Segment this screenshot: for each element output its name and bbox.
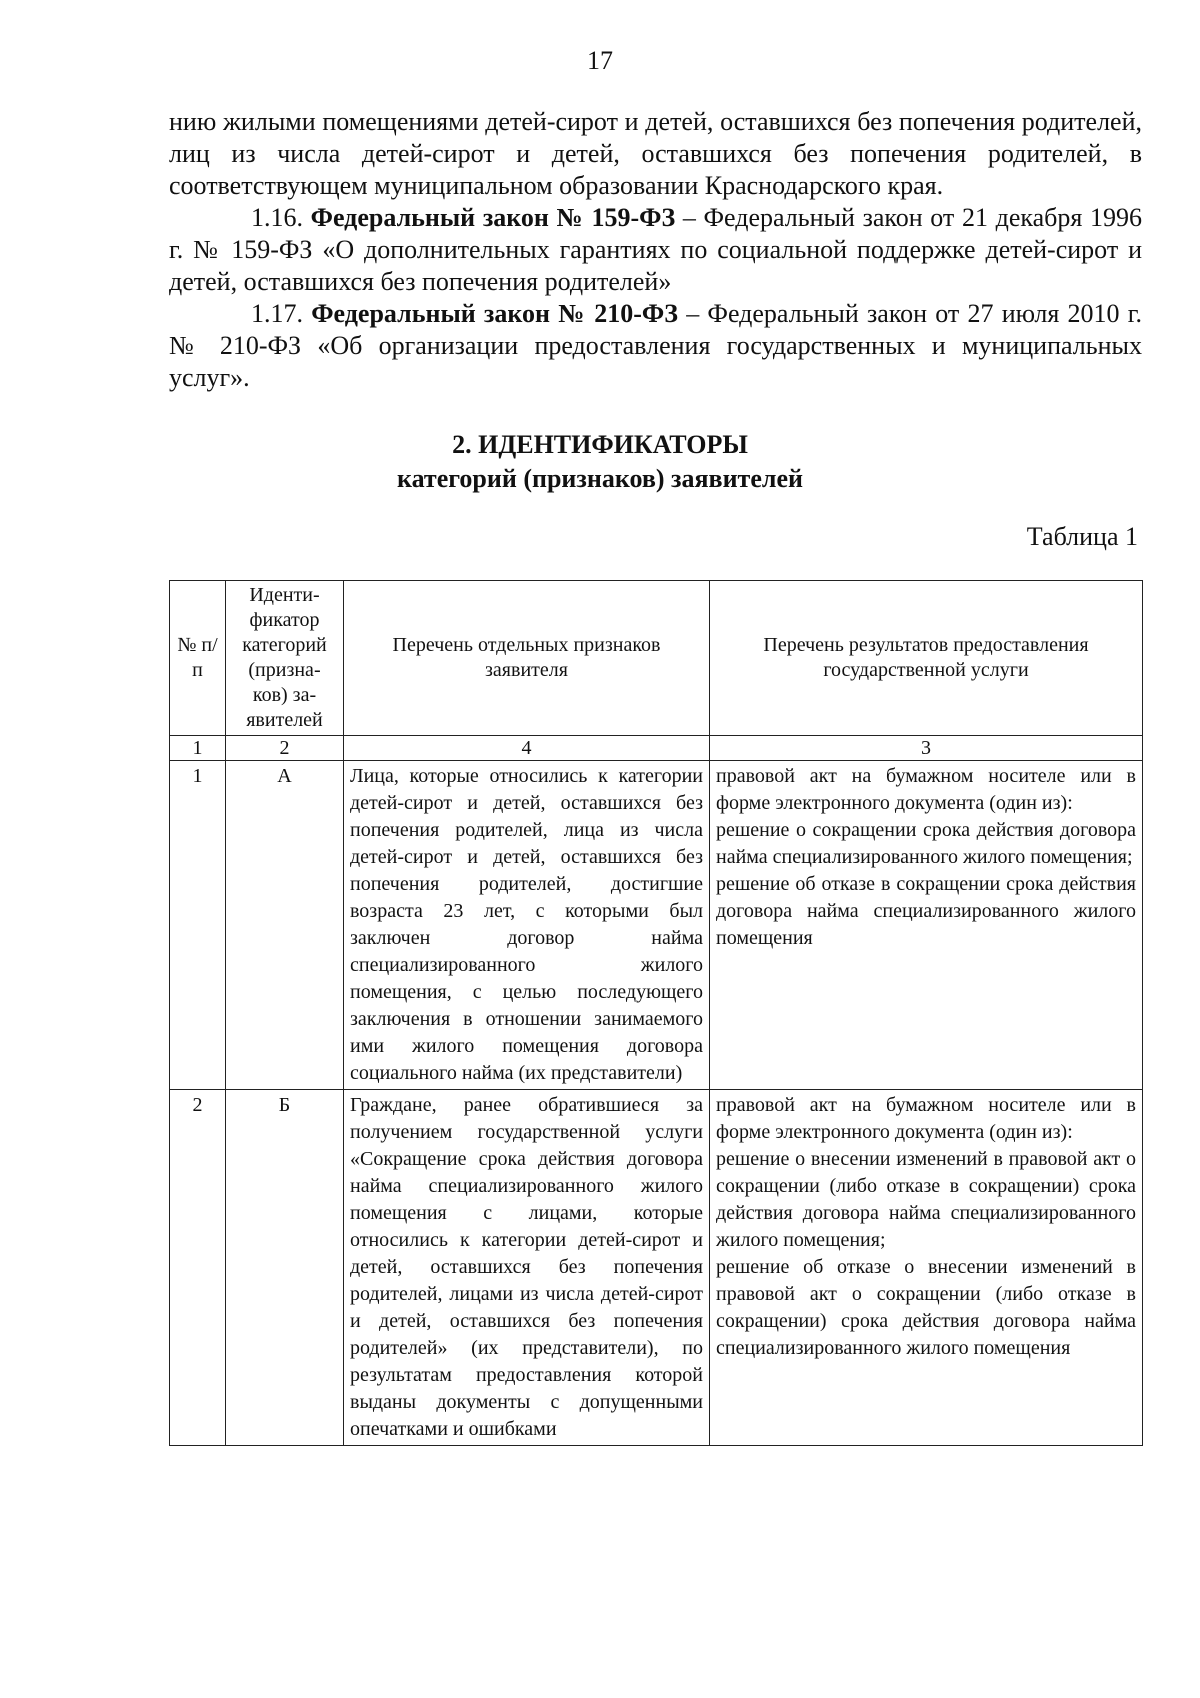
row-num: 2 — [170, 1090, 226, 1446]
clause-number: 1.16. — [251, 203, 303, 232]
paragraph-1-17 — [169, 298, 1142, 394]
row-identifier: Б — [226, 1090, 344, 1446]
row-features: Граждане, ранее обратившиеся за получением государственной услуги «Сокращение срока действия договора найма специализированного жилого помещения с лицами, которые относились к категории детей-сирот и детей, оставшихся без попечения родителей, лицами из числа детей-сирот и детей, оставшихся без попечения родителей» (их представители), по результатам предоставления которой выданы документы с допущенными опечатками и ошибками — [344, 1090, 710, 1446]
definition-text: – Федеральный закон от 21 декабря 1996 г. № 159-ФЗ «О дополнительных гарантиях по социальной поддержке детей-сирот и детей, оставшихся без попечения родителей» — [169, 203, 1142, 296]
column-number: 3 — [710, 736, 1143, 761]
header-num: № п/п — [170, 581, 226, 736]
row-num: 1 — [170, 761, 226, 1090]
result-line: решение о сокращении срока действия договора найма специализированного жилого помещения; — [716, 819, 1136, 868]
column-number: 1 — [170, 736, 226, 761]
column-number: 4 — [344, 736, 710, 761]
row-results — [710, 1090, 1143, 1446]
identifiers-table — [169, 580, 1143, 1446]
column-number: 2 — [226, 736, 344, 761]
paragraph-1-16 — [169, 202, 1142, 298]
defined-term: Федеральный закон № 159-ФЗ — [310, 203, 676, 232]
row-identifier: А — [226, 761, 344, 1090]
header-results: Перечень результатов предоставления государственной услуги — [710, 581, 1143, 736]
section-heading — [0, 428, 1200, 496]
section-title: 2. ИДЕНТИФИКАТОРЫ — [452, 430, 748, 459]
clause-number: 1.17. — [251, 299, 303, 328]
table-caption: Таблица 1 — [1026, 522, 1138, 551]
table-header-row — [170, 581, 1143, 736]
paragraph-continuation — [169, 106, 1142, 202]
result-line: решение о внесении изменений в правовой акт о сокращении (либо отказе в сокращении) срока действия договора найма специализированного жилого помещения; — [716, 1148, 1136, 1251]
definition-text: – Федеральный закон от 27 июля 2010 г. № 210-ФЗ «Об организации предоставления государственных и муниципальных услуг». — [169, 299, 1142, 392]
result-line: решение об отказе о внесении изменений в правовой акт о сокращении (либо отказе в сокращении) срока действия договора найма специализированного жилого помещения — [716, 1256, 1136, 1359]
paragraph-text: нию жилыми помещениями детей-сирот и детей, оставшихся без попечения родителей, лиц из числа детей-сирот и детей, оставшихся без попечения родителей, в соответствующем муниципальном образовании Краснодарского края. — [169, 107, 1142, 200]
table-row — [170, 1090, 1143, 1446]
row-results — [710, 761, 1143, 1090]
section-subtitle: категорий (признаков) заявителей — [397, 464, 803, 493]
row-features: Лица, которые относились к категории детей-сирот и детей, оставшихся без попечения родителей, лица из числа детей-сирот и детей, оставшихся без попечения родителей, достигшие возраста 23 лет, с которыми был заключен договор найма специализированного жилого помещения, с целью последующего заключения в отношении занимаемого ими жилого помещения договора социального найма (их представители) — [344, 761, 710, 1090]
result-line: правовой акт на бумажном носителе или в форме электронного документа (один из): — [716, 765, 1136, 814]
header-features: Перечень отдельных признаков заявителя — [344, 581, 710, 736]
table-row — [170, 761, 1143, 1090]
page-number: 17 — [587, 46, 613, 75]
header-identifier: Иденти-фикатор категорий (призна-ков) за-явителей — [226, 581, 344, 736]
defined-term: Федеральный закон № 210-ФЗ — [311, 299, 678, 328]
column-number-row — [170, 736, 1143, 761]
result-line: решение об отказе в сокращении срока действия договора найма специализированного жилого помещения — [716, 873, 1136, 949]
result-line: правовой акт на бумажном носителе или в форме электронного документа (один из): — [716, 1094, 1136, 1143]
